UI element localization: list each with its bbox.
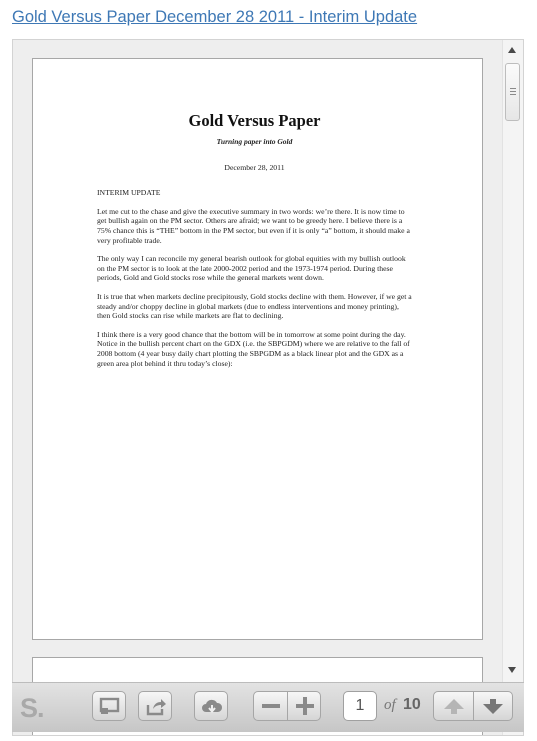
paragraph: I think there is a very good chance that the bottom will be in tomorrow at some point during the day. Notice in the bullish percent chart on the GDX (i.e. the SBPGDM) where we are relative to the fall of 2008 bottom (4 year busy daily chart plotting the SBPGDM as a black linear plot and the GDX as a green area plot behind it thru today’s close): bbox=[97, 329, 410, 368]
divider bbox=[473, 692, 474, 720]
zoom-out-icon[interactable] bbox=[261, 697, 281, 715]
grip-line-icon bbox=[510, 94, 516, 95]
fullscreen-icon bbox=[99, 697, 121, 716]
paragraph: It is true that when markets decline precipitously, Gold stocks decline with them. However, if we get a steady and/or choppy decline in global markets (due to endless interventions and money printing), then Gold stocks can rise while markets are flat to declining. bbox=[97, 291, 412, 321]
section-heading: INTERIM UPDATE bbox=[97, 188, 161, 198]
document-heading: Gold Versus Paper bbox=[188, 111, 321, 130]
grip-line-icon bbox=[510, 88, 516, 89]
document-date: December 28, 2011 bbox=[224, 162, 285, 172]
fullscreen-button[interactable] bbox=[92, 691, 126, 721]
download-icon bbox=[201, 697, 223, 716]
grip-line-icon bbox=[510, 91, 516, 92]
total-pages: 10 bbox=[403, 696, 421, 713]
document-title-link[interactable]: Gold Versus Paper December 28 2011 - Interim Update bbox=[12, 8, 418, 26]
vertical-scrollbar[interactable] bbox=[502, 40, 523, 735]
document-viewer[interactable] bbox=[12, 39, 524, 736]
page-content bbox=[97, 59, 412, 368]
share-button[interactable] bbox=[138, 691, 172, 721]
document-page-1 bbox=[32, 58, 483, 640]
scroll-down-arrow-icon[interactable] bbox=[508, 667, 516, 673]
page-number-input[interactable]: 1 bbox=[343, 691, 377, 721]
scroll-up-arrow-icon[interactable] bbox=[508, 47, 516, 53]
paragraph: Let me cut to the chase and give the executive summary in two words: we’re there. It is now time to get bullish again on the PM sector. Others are afraid; we want to be greedy here. I believe there is a 75% chance this is “THE” bottom in the PM sector, but even if it is only “a” bottom, it should make a very profitable trade. bbox=[97, 206, 410, 245]
viewer-toolbar bbox=[12, 682, 524, 732]
share-icon bbox=[145, 697, 167, 716]
download-button[interactable] bbox=[194, 691, 228, 721]
scribd-logo[interactable]: S. bbox=[20, 693, 44, 723]
zoom-controls bbox=[253, 691, 321, 721]
divider bbox=[287, 692, 288, 720]
next-page-icon[interactable] bbox=[482, 698, 504, 715]
zoom-in-icon[interactable] bbox=[295, 697, 315, 715]
scrollbar-thumb[interactable] bbox=[505, 63, 520, 121]
document-subtitle: Turning paper into Gold bbox=[216, 137, 293, 146]
of-label: of bbox=[384, 697, 396, 713]
previous-page-icon[interactable] bbox=[443, 698, 465, 715]
page-navigation bbox=[433, 691, 513, 721]
paragraph: The only way I can reconcile my general bearish outlook for global equities with my bullish outlook on the PM sector is to look at the late 2000-2002 period and the 1973-1974 period. During these periods, Gold and Gold stocks rose while the general markets went down. bbox=[97, 254, 406, 283]
